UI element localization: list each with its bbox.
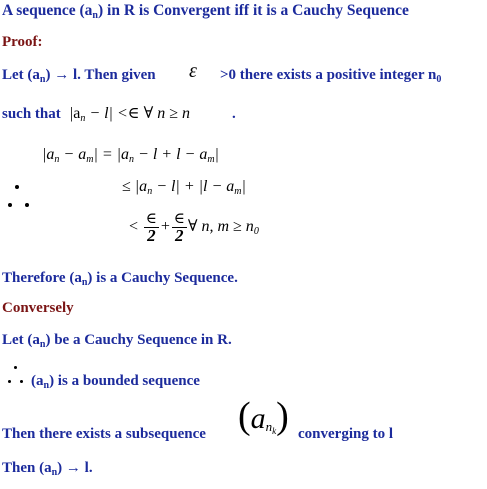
proof-line-2: such that (2, 106, 61, 122)
proof-label: Proof: (2, 34, 43, 50)
page-title: A sequence $(a_n)$ in R is Convergent iff it is a Cauchy Sequence (2, 2, 409, 21)
conversely-label: Conversely (2, 300, 74, 316)
final-line: Then $(a_n) \to l$. (2, 460, 93, 478)
proof-line-2-dot: . (232, 106, 236, 122)
conclusion-cauchy: Therefore $(a_n)$ is a Cauchy Sequence. (2, 270, 238, 288)
converse-line-1: Let $(a_n)$ be a Cauchy Sequence in R. (2, 332, 232, 350)
bounded-line: $(a_n)$ is a bounded sequence (31, 373, 200, 391)
subsequence-math: $(a_{n_k})$ (238, 395, 289, 437)
proof-line-2-math: $|a_n - l|$ <∈ ∀ n ≥ n (70, 105, 191, 124)
equation-line-1: $|a_n - a_m| = |a_n - l + l - a_m|$ (42, 146, 219, 165)
subsequence-line: Then there exists a subsequence (2, 426, 206, 442)
proof-line-1-cont: >0 there exists a positive integer $n_0$ (220, 67, 442, 85)
proof-line-1: Let $(a_n) \to l$. Then given (2, 67, 156, 85)
equation-line-3: < $\frac{\in}{2}$ + $\frac{\in}{2}$ ∀ n, $m \ge n_0$ (128, 211, 259, 245)
subsequence-line-cont: converging to l (298, 426, 393, 442)
epsilon-symbol: ε (189, 60, 197, 82)
equation-line-2: ≤ $|a_n - l| + |l - a_m|$ (122, 178, 246, 197)
